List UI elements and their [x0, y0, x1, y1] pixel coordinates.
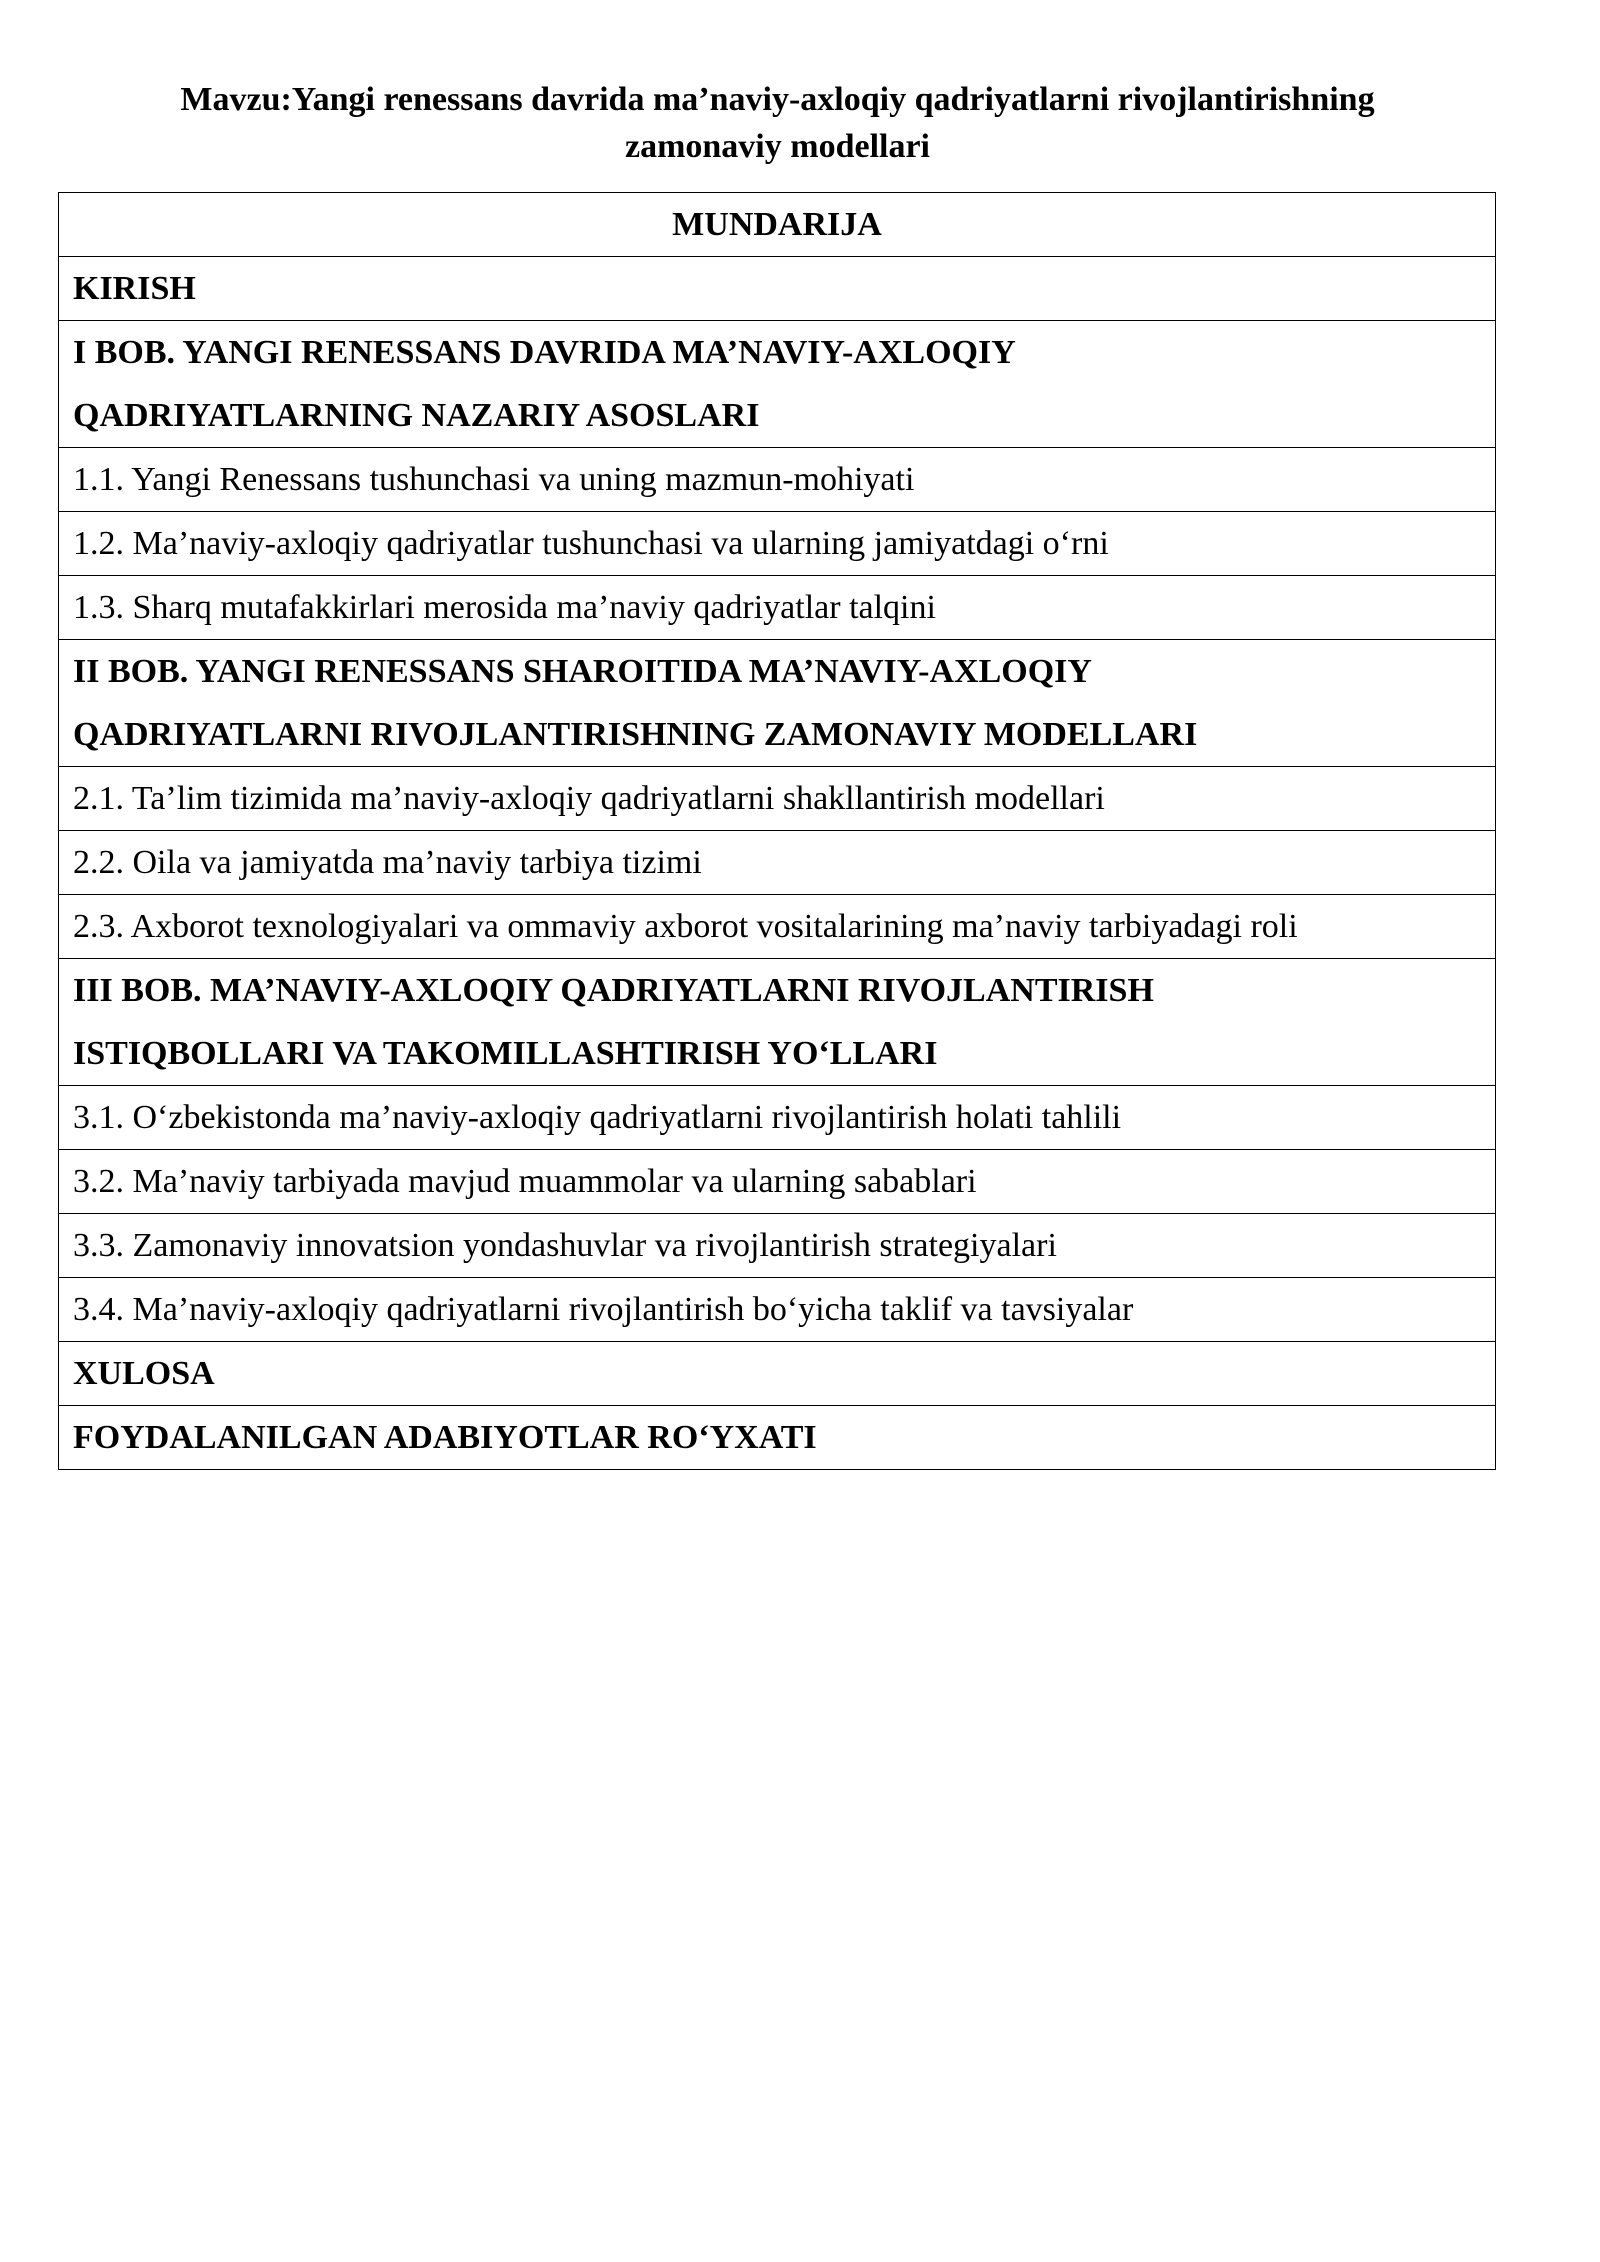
toc-row: [59, 576, 1496, 640]
toc-entry-section-3-4: 3.4. Ma’naviy-axloqiy qadriyatlarni rivojlantirish bo‘yicha taklif va tavsiyalar: [59, 1278, 1496, 1342]
toc-entry-section-2-3: 2.3. Axborot texnologiyalari va ommaviy axborot vositalarining ma’naviy tarbiyadagi roli: [59, 895, 1496, 959]
toc-row: [59, 448, 1496, 512]
toc-entry-section-3-3: 3.3. Zamonaviy innovatsion yondashuvlar va rivojlantirish strategiyalari: [59, 1214, 1496, 1278]
toc-entry-line: II BOB. YANGI RENESSANS SHAROITIDA MA’NAVIY-AXLOQIY: [73, 653, 1092, 690]
table-of-contents: [58, 192, 1496, 1470]
toc-entry-section-3-2: 3.2. Ma’naviy tarbiyada mavjud muammolar va ularning sabablari: [59, 1150, 1496, 1214]
toc-entry-bibliography: FOYDALANILGAN ADABIYOTLAR RO‘YXATI: [59, 1406, 1496, 1470]
toc-entry-kirish: KIRISH: [59, 257, 1496, 321]
toc-entry-chapter-3: [59, 959, 1496, 1086]
toc-entry-chapter-2: [59, 640, 1496, 767]
toc-heading: MUNDARIJA: [59, 193, 1496, 257]
toc-row: [59, 321, 1496, 448]
toc-row: [59, 831, 1496, 895]
toc-row: [59, 895, 1496, 959]
toc-entry-line: QADRIYATLARNI RIVOJLANTIRISHNING ZAMONAVIY MODELLARI: [73, 716, 1198, 753]
toc-row: [59, 767, 1496, 831]
toc-row: [59, 1086, 1496, 1150]
toc-entry-line: I BOB. YANGI RENESSANS DAVRIDA MA’NAVIY-AXLOQIY: [73, 334, 1016, 371]
page-title: [80, 76, 1475, 170]
page-title-line-1: Mavzu:Yangi renessans davrida ma’naviy-axloqiy qadriyatlarni rivojlantirishning: [180, 81, 1375, 118]
toc-row: [59, 959, 1496, 1086]
toc-row: [59, 1214, 1496, 1278]
toc-row: [59, 1278, 1496, 1342]
toc-row: [59, 257, 1496, 321]
toc-entry-line: QADRIYATLARNING NAZARIY ASOSLARI: [73, 397, 760, 434]
toc-entry-section-2-2: 2.2. Oila va jamiyatda ma’naviy tarbiya tizimi: [59, 831, 1496, 895]
toc-entry-line: III BOB. MA’NAVIY-AXLOQIY QADRIYATLARNI RIVOJLANTIRISH: [73, 972, 1154, 1009]
toc-entry-chapter-1: [59, 321, 1496, 448]
toc-row: [59, 1406, 1496, 1470]
toc-row: [59, 640, 1496, 767]
toc-entry-xulosa: XULOSA: [59, 1342, 1496, 1406]
toc-entry-section-1-2: 1.2. Ma’naviy-axloqiy qadriyatlar tushunchasi va ularning jamiyatdagi o‘rni: [59, 512, 1496, 576]
toc-row: [59, 512, 1496, 576]
toc-entry-section-1-3: 1.3. Sharq mutafakkirlari merosida ma’naviy qadriyatlar talqini: [59, 576, 1496, 640]
toc-entry-section-1-1: 1.1. Yangi Renessans tushunchasi va uning mazmun-mohiyati: [59, 448, 1496, 512]
toc-entry-section-3-1: 3.1. O‘zbekistonda ma’naviy-axloqiy qadriyatlarni rivojlantirish holati tahlili: [59, 1086, 1496, 1150]
toc-header-row: [59, 193, 1496, 257]
toc-row: [59, 1342, 1496, 1406]
toc-entry-line: ISTIQBOLLARI VA TAKOMILLASHTIRISH YO‘LLARI: [73, 1035, 938, 1072]
toc-row: [59, 1150, 1496, 1214]
page-title-line-2: zamonaviy modellari: [624, 128, 931, 165]
toc-entry-section-2-1: 2.1. Ta’lim tizimida ma’naviy-axloqiy qadriyatlarni shakllantirish modellari: [59, 767, 1496, 831]
